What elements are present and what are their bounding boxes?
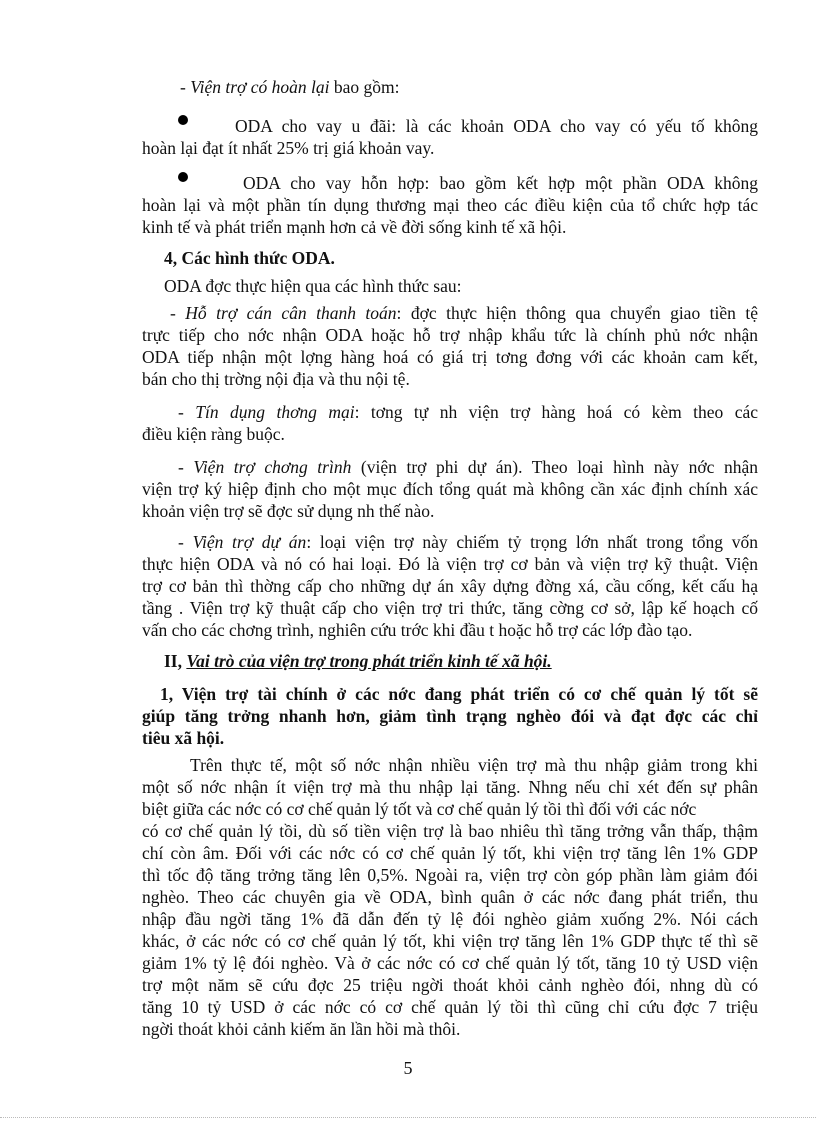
subsection1-heading-line1: 1, Viện trợ tài chính ở các nớc đang phát triển có cơ chế quản lý tốt sẽ: [160, 684, 758, 704]
project-aid-line5: vấn cho các chơng trình, nghiên cứu trớc khi đầu t hoặc hỗ trợ các lớp đào tạo.: [142, 620, 693, 640]
program-aid-line2: viện trợ ký hiệp định cho một mục đích tổng quát mà không cần xác định chính xác: [142, 479, 758, 499]
bullet1-line2: hoàn lại đạt ít nhất 25% trị giá khoản vay.: [142, 138, 435, 158]
project-aid-line3: trợ cơ bản thì thờng cấp cho những dự án xây dựng đờng xá, cầu cống, kết cấu hạ: [142, 576, 758, 596]
program-aid-line1: - Viện trợ chơng trình (viện trợ phi dự án). Theo loại hình này nớc nhận: [178, 457, 758, 477]
body-line: có cơ chế quản lý tồi, dù số tiền viện trợ là bao nhiêu thì tăng trởng vẫn thấp, thậm: [142, 821, 758, 841]
balance-of-payments-line3: ODA tiếp nhận một lợng hàng hoá có giá trị tơng đơng với các khoản cam kết,: [142, 347, 758, 367]
bullet-icon: [178, 172, 188, 182]
section4-intro: ODA đợc thực hiện qua các hình thức sau:: [164, 276, 462, 296]
section4-heading: 4, Các hình thức ODA.: [164, 248, 335, 268]
subsection1-heading-line2: giúp tăng trởng nhanh hơn, giảm tình trạng nghèo đói và đạt đợc các chỉ: [142, 706, 758, 726]
body-line: ngời thoát khỏi cảnh kiếm ăn lần hồi mà thôi.: [142, 1019, 461, 1039]
body-line: giảm 1% tỷ lệ đói nghèo. Và ở các nớc có cơ chế quản lý tốt, tăng 10 tỷ USD viện: [142, 953, 758, 973]
bullet2-line1: ODA cho vay hỗn hợp: bao gồm kết hợp một phần ODA không: [243, 173, 758, 193]
refundable-aid-line: - Viện trợ có hoàn lại bao gồm:: [180, 77, 400, 97]
body-line: khác, ở các nớc có cơ chế quản lý tốt, khi viện trợ tăng lên 1% GDP thực tế thì sẽ: [142, 931, 758, 951]
project-aid-line4: tầng . Viện trợ kỹ thuật cấp cho viện trợ tri thức, tăng cờng cơ sở, lập kế hoạch cố: [142, 598, 758, 618]
body-line: trợ một năm sẽ cứu đợc 25 triệu ngời thoát khỏi cảnh nghèo đói, nhng dù có: [142, 975, 758, 995]
project-aid-line2: thực hiện ODA và nó có hai loại. Đó là viện trợ cơ bản và viện trợ kỹ thuật. Viện: [142, 554, 758, 574]
body-line: nhập đầu ngời tăng 1% đã dẫn đến tỷ lệ đói nghèo giảm xuống 2%. Nói cách: [142, 909, 758, 929]
balance-of-payments-line2: trực tiếp cho nớc nhận ODA hoặc hỗ trợ nhập khẩu tức là chính phủ nớc nhận: [142, 325, 758, 345]
balance-of-payments-line4: bán cho thị trờng nội địa và thu nội tệ.: [142, 369, 410, 389]
body-line: chí còn âm. Đối với các nớc có cơ chế quản lý tốt, khi viện trợ tăng lên 1% GDP: [142, 843, 758, 863]
subsection1-heading-line3: tiêu xã hội.: [142, 728, 225, 748]
bullet-icon: [178, 115, 188, 125]
program-aid-line3: khoản viện trợ sẽ đợc sử dụng nh thế nào.: [142, 501, 435, 521]
bullet2-line2: hoàn lại và một phần tín dụng thương mại theo các điều kiện của tổ chức hợp tác: [142, 195, 758, 215]
commercial-credit-line2: điều kiện ràng buộc.: [142, 424, 285, 444]
page-number: 5: [403, 1058, 413, 1078]
bullet1-line1: ODA cho vay u đãi: là các khoản ODA cho vay có yếu tố không: [235, 116, 758, 136]
balance-of-payments-line1: - Hỗ trợ cán cân thanh toán: đợc thực hiện thông qua chuyển giao tiền tệ: [170, 303, 758, 323]
bottom-dotted-divider: [0, 1117, 816, 1118]
bullet2-line3: kinh tế và phát triển mạnh hơn cả về đời sống kinh tế xã hội.: [142, 217, 567, 237]
body-line: Trên thực tế, một số nớc nhận nhiều viện trợ mà thu nhập giảm trong khi: [190, 755, 758, 775]
body-line: thì tốc độ tăng trởng tăng lên 0,5%. Ngoài ra, viện trợ còn góp phần làm giảm đói: [142, 865, 758, 885]
body-line: một số nớc nhận ít viện trợ mà thu nhập lại tăng. Nhng nếu chỉ xét đến sự phân: [142, 777, 758, 797]
body-line: biệt giữa các nớc có cơ chế quản lý tốt và cơ chế quản lý tồi thì đối với các nớc: [142, 799, 697, 819]
section2-heading: II, Vai trò của viện trợ trong phát triển kinh tế xã hội.: [164, 651, 552, 671]
refundable-aid-term: Viện trợ có hoàn lại: [190, 77, 330, 97]
body-line: tăng 10 tỷ USD ở các nớc có cơ chế quản lý tồi thì cũng chỉ cứu đợc 7 triệu: [142, 997, 758, 1017]
section2-title: Vai trò của viện trợ trong phát triển kinh tế xã hội.: [186, 651, 552, 671]
body-line: nghèo. Theo các chuyên gia về ODA, bình quân ở các nớc đang phát triển, thu: [142, 887, 758, 907]
project-aid-line1: - Viện trợ dự án: loại viện trợ này chiếm tỷ trọng lớn nhất trong tổng vốn: [178, 532, 759, 552]
commercial-credit-line1: - Tín dụng thơng mại: tơng tự nh viện trợ hàng hoá có kèm theo các: [178, 402, 759, 422]
